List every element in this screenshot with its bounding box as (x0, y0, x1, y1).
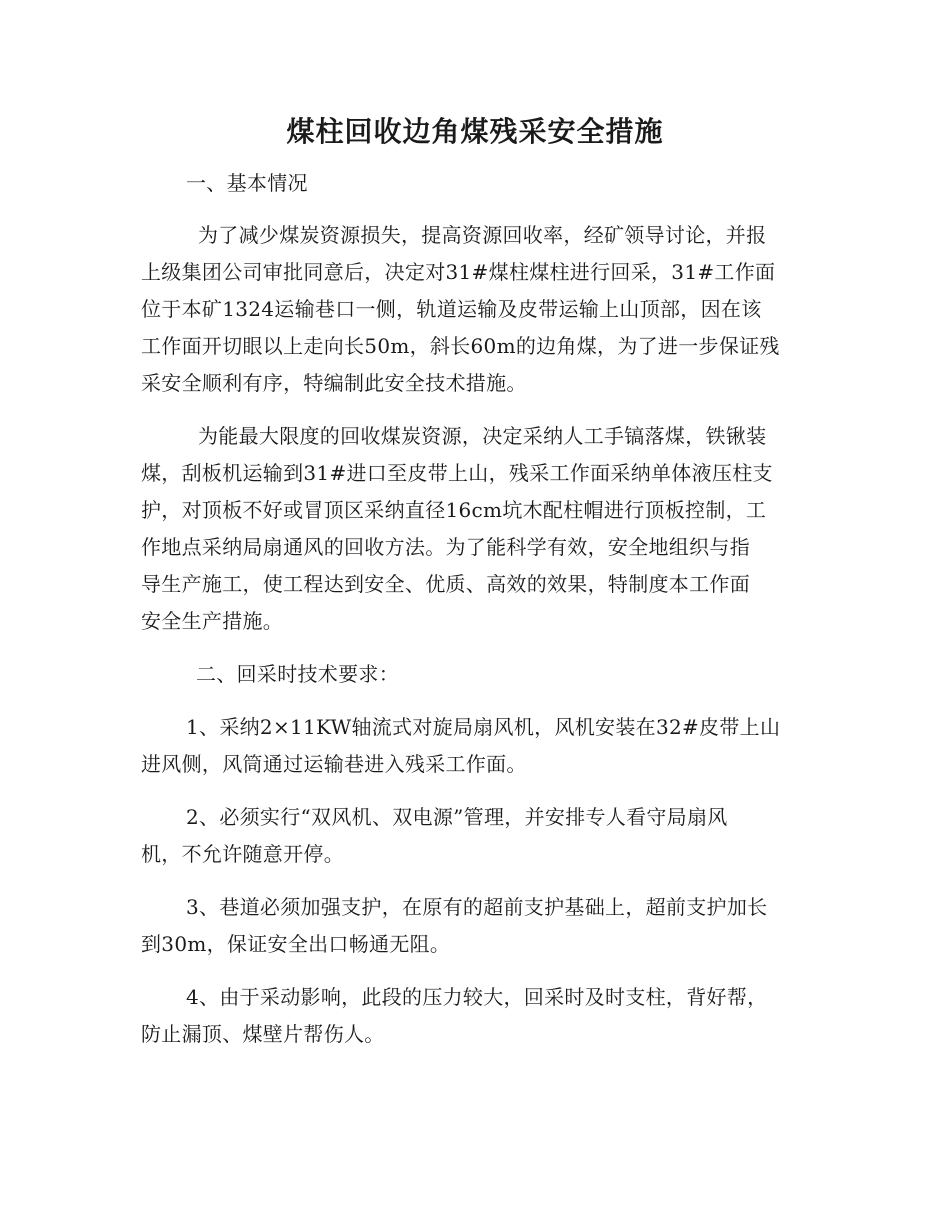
paragraph-2-line: 导生产施工，使工程达到安全、优质、高效的效果，特制度本工作面 (141, 572, 750, 596)
requirement-item-4-line: 防止漏顶、煤壁片帮伤人。 (141, 1022, 385, 1046)
section-heading-technical-requirements: 二、回采时技术要求： (196, 662, 399, 686)
paragraph-1-line: 为了减少煤炭资源损失，提高资源回收率，经矿领导讨论，并报 (198, 223, 767, 247)
requirement-item-3-line: 3、巷道必须加强支护，在原有的超前支护基础上，超前支护加长 (186, 895, 768, 919)
requirement-item-3-line: 到30m，保证安全出口畅通无阻。 (141, 932, 451, 956)
requirement-item-1-line: 1、采纳2×11KW轴流式对旋局扇风机，风机安装在32#皮带上山 (186, 715, 781, 739)
paragraph-1-line: 上级集团公司审批同意后，决定对31#煤柱煤柱进行回采，31#工作面 (141, 260, 776, 284)
requirement-item-2-line: 2、必须实行“双风机、双电源”管理，并安排专人看守局扇风 (186, 805, 728, 829)
requirement-item-4-line: 4、由于采动影响，此段的压力较大，回采时及时支柱，背好帮， (186, 985, 768, 1009)
paragraph-2-line: 安全生产措施。 (141, 609, 284, 633)
section-heading-basic-situation: 一、基本情况 (186, 171, 308, 195)
paragraph-2-line: 煤，刮板机运输到31#进口至皮带上山，残采工作面采纳单体液压柱支 (141, 461, 773, 485)
paragraph-2-line: 作地点采纳局扇通风的回收方法。为了能科学有效，安全地组织与指 (141, 535, 750, 559)
paragraph-1-line: 工作面开切眼以上走向长50m，斜长60m的边角煤，为了进一步保证残 (141, 334, 780, 358)
paragraph-1-line: 采安全顺利有序，特编制此安全技术措施。 (141, 371, 527, 395)
paragraph-1-line: 位于本矿1324运输巷口一侧，轨道运输及皮带运输上山顶部，因在该 (141, 297, 762, 321)
paragraph-2-line: 为能最大限度的回收煤炭资源，决定采纳人工手镐落煤，铁锹装 (198, 424, 767, 448)
requirement-item-1-line: 进风侧，风筒通过运输巷进入残采工作面。 (141, 752, 527, 776)
paragraph-2-line: 护，对顶板不好或冒顶区采纳直径16cm坑木配柱帽进行顶板控制，工 (141, 498, 767, 522)
document-title: 煤柱回收边角煤残采安全措施 (286, 115, 664, 148)
requirement-item-2-line: 机，不允许随意开停。 (141, 842, 344, 866)
